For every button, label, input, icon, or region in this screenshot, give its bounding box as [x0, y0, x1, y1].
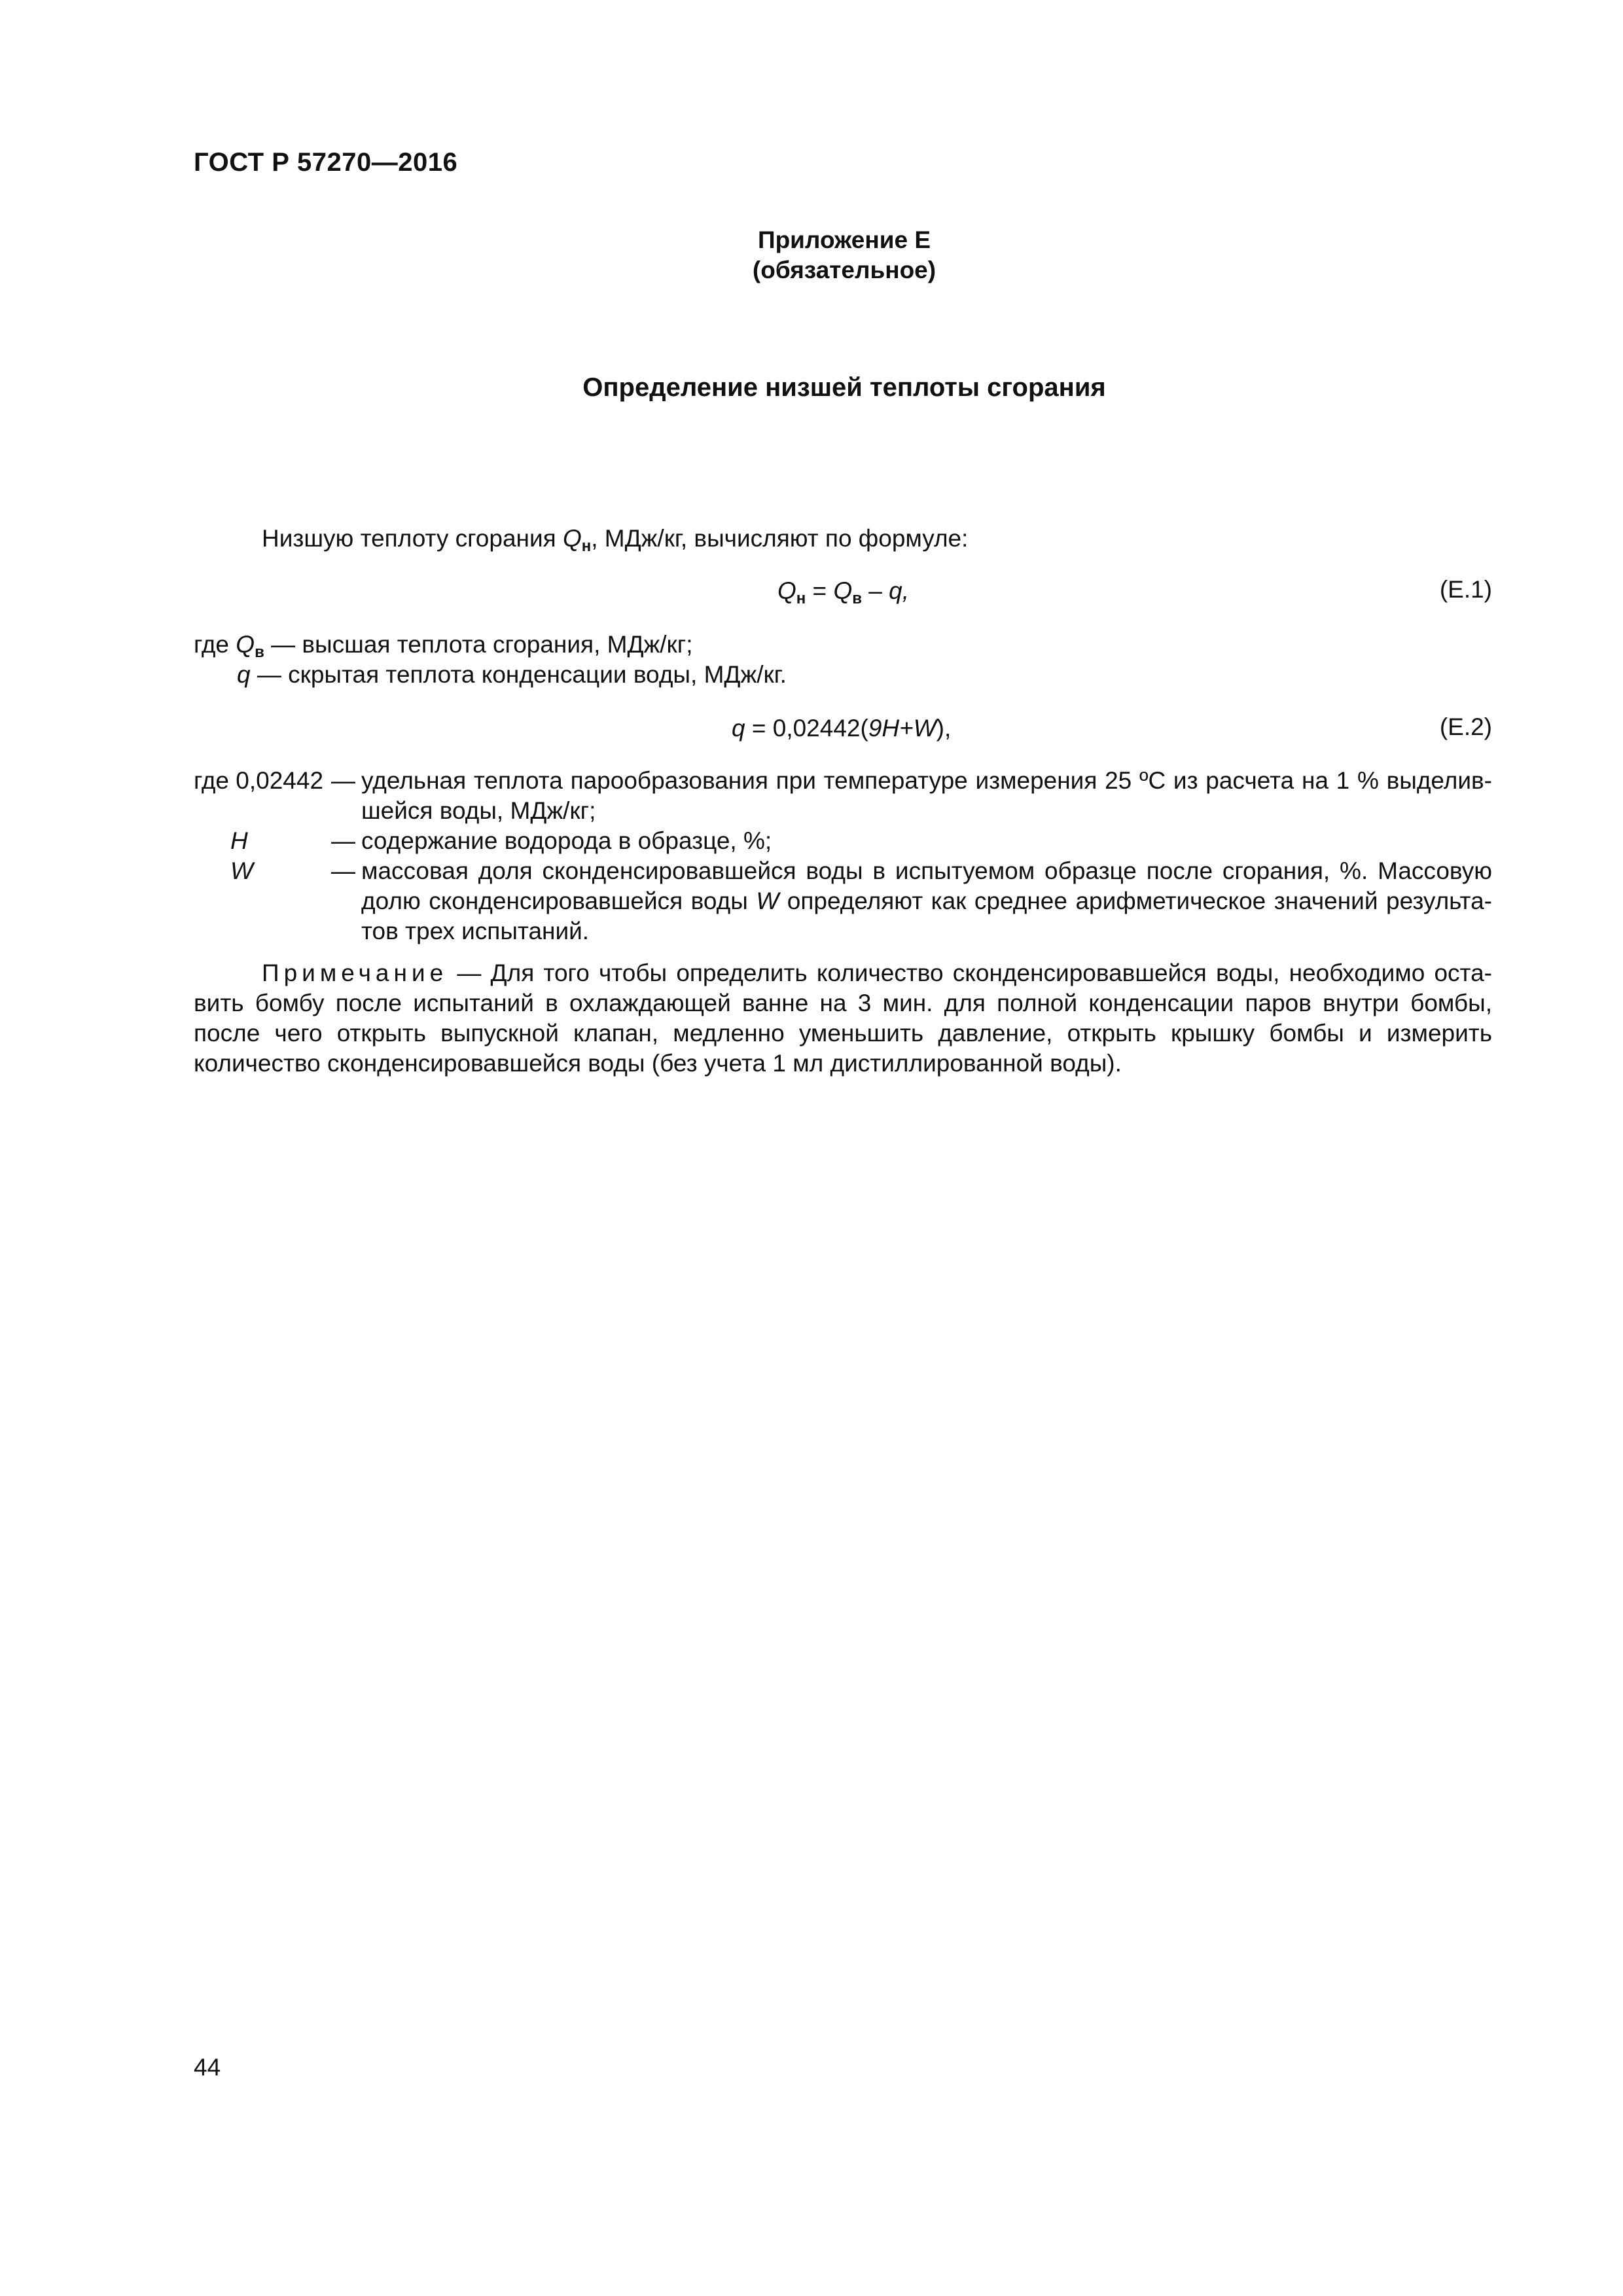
where-w-text-b: определяют как среднее арифметическое значений результа-тов трех испытаний. — [361, 888, 1492, 944]
where-list-2-text-3 — [361, 856, 1492, 946]
appendix-status: (обязательное) — [752, 257, 936, 283]
where-list-1-item-2 — [237, 660, 787, 690]
where-symbol-qv: Q — [236, 631, 255, 658]
formula-e2-inner: 9H+W — [868, 715, 936, 742]
formula-e1-minus: – — [862, 577, 889, 604]
intro-text-before: Низшую теплоту сгорания — [262, 525, 563, 552]
formula-e2 — [732, 713, 951, 744]
page-number: 44 — [194, 2054, 221, 2081]
intro-paragraph — [262, 524, 968, 554]
where-w-text-a: массовая доля сконденсировавшейся воды в испытуемом образце после сгорания, %. Массовую долю сконденсировавшейся воды — [361, 857, 1492, 914]
where-prefix: где — [194, 631, 236, 658]
formula-e1-lhs: Q — [777, 577, 796, 604]
where-symbol-q: q — [237, 661, 251, 688]
where-symbol-qv-sub: в — [255, 643, 264, 661]
where-list-2-dash-1: — — [331, 767, 355, 794]
where-list-1-item-1 — [194, 630, 693, 660]
formula-e1-rhs1: Q — [833, 577, 853, 604]
equation-number-e1: (Е.1) — [1439, 576, 1492, 603]
where-list-2-text-1: удельная теплота парообразования при температуре измерения 25 ºС из расчета на 1 % выделив-шейся воды, МДж/кг; — [361, 767, 1492, 824]
where-list-2-symbol-w: W — [230, 857, 253, 884]
where-list-2-text-2: содержание водорода в образце, %; — [361, 827, 772, 854]
symbol-subscript: н — [581, 537, 592, 555]
where-list-2-dash-2: — — [331, 827, 355, 854]
where-list-2-prefix: где 0,02442 — [194, 767, 324, 794]
note-text: Для того чтобы определить количество сконденсировавшейся воды, необходимо оста-вить бомбу после испытаний в охлаждающей ванне на 3 мин. для полной конденсации паров внутри бомбы, после чего открыть выпускной клапан, медленно уменьшить давление, открыть крышку бомбы и измерить количество сконденсировавшейся воды (без учета 1 мл дистиллированной воды). — [194, 960, 1492, 1077]
formula-e2-close: ), — [936, 715, 952, 742]
formula-e1 — [777, 576, 909, 606]
note-dash: — — [448, 960, 491, 986]
formula-e1-rhs2: q, — [889, 577, 909, 604]
appendix-heading: Определение низшей теплоты сгорания — [582, 373, 1106, 402]
note-paragraph — [194, 958, 1492, 1079]
where-list-2-symbol-h: H — [230, 827, 248, 854]
intro-text-after: , МДж/кг, вычисляют по формуле: — [591, 525, 969, 552]
formula-e1-lhs-sub: н — [796, 590, 806, 607]
formula-e2-lhs: q — [732, 715, 745, 742]
where-text-qv: — высшая теплота сгорания, МДж/кг; — [264, 631, 693, 658]
note-label: Примечание — [262, 960, 448, 986]
where-w-inline-symbol: W — [756, 888, 779, 914]
appendix-title: Приложение Е — [757, 226, 931, 253]
formula-e1-rhs1-sub: в — [852, 590, 862, 607]
formula-e2-equals: = 0,02442( — [745, 715, 868, 742]
equation-number-e2: (Е.2) — [1439, 713, 1492, 740]
where-text-q: — скрытая теплота конденсации воды, МДж/кг. — [250, 661, 787, 688]
where-list-2-dash-3: — — [331, 857, 355, 884]
symbol-q: Q — [562, 525, 582, 552]
formula-e1-equals: = — [806, 577, 834, 604]
document-code: ГОСТ Р 57270—2016 — [194, 148, 458, 177]
